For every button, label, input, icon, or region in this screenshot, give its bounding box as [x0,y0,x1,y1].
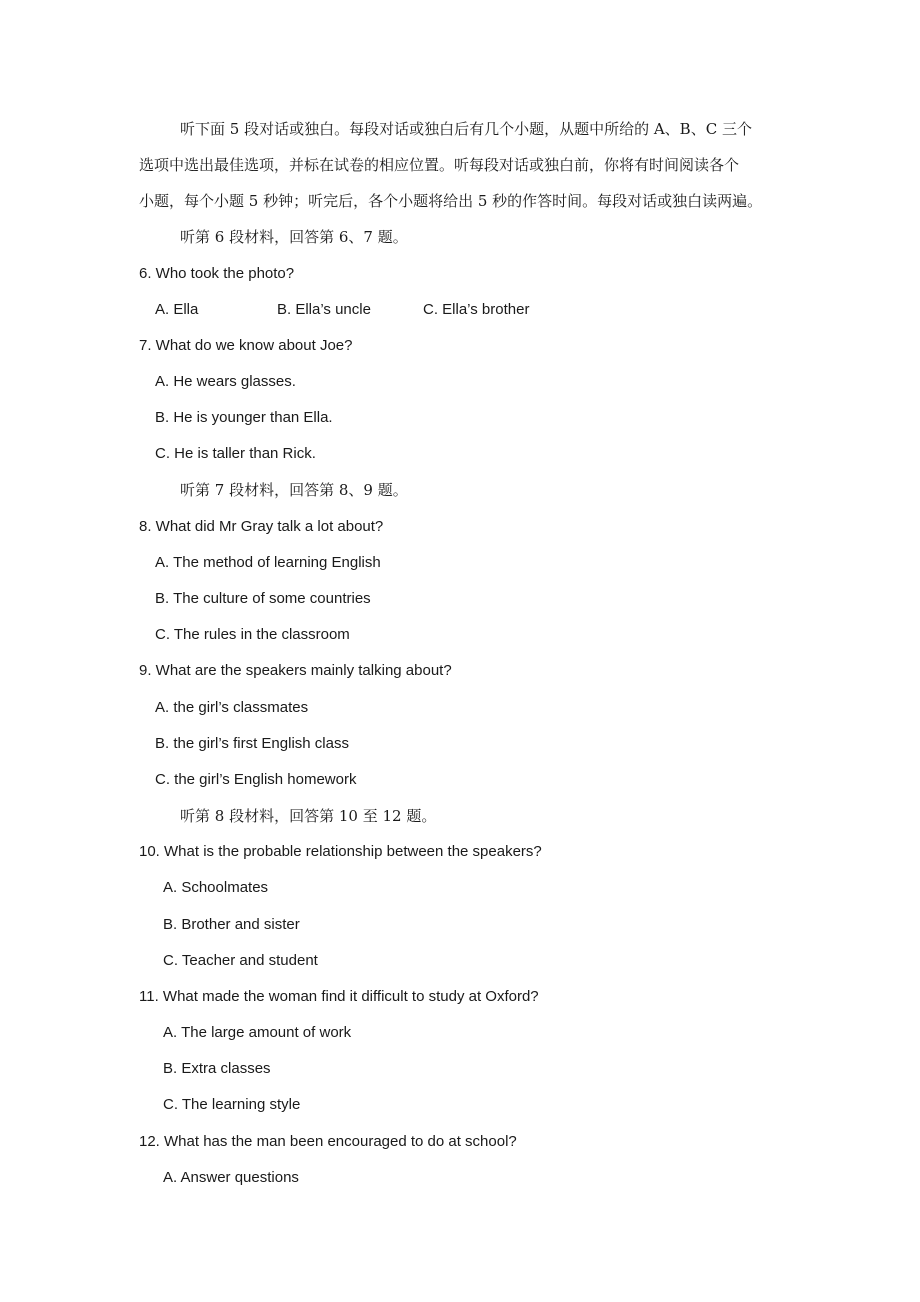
question-9-option-c: C. the girl’s English homework [155,771,357,788]
question-7-option-c: C. He is taller than Rick. [155,445,316,462]
instruction-line-2: 选项中选出最佳选项，并标在试卷的相应位置。听每段对话或独白前，你将有时间阅读各个 [139,156,740,174]
question-9-option-b: B. the girl’s first English class [155,735,349,752]
question-6: 6. Who took the photo? [139,265,295,282]
question-10: 10. What is the probable relationship between the speakers? [139,843,542,860]
section-7-heading: 听第 7 段材料，回答第 8、9 题。 [180,481,408,499]
section-8-heading: 听第 8 段材料，回答第 10 至 12 题。 [180,807,437,825]
question-7: 7. What do we know about Joe? [139,337,353,354]
question-10-option-c: C. Teacher and student [163,952,318,969]
section-6-heading: 听第 6 段材料，回答第 6、7 题。 [180,228,408,246]
question-6-option-a: A. Ella [155,301,199,318]
question-11-option-b: B. Extra classes [163,1060,271,1077]
question-8-option-c: C. The rules in the classroom [155,626,350,643]
instruction-line-3: 小题，每个小题 5 秒钟；听完后，各个小题将给出 5 秒的作答时间。每段对话或独白读两遍。 [139,192,763,210]
question-10-option-a: A. Schoolmates [163,879,269,896]
question-6-option-c: C. Ella’s brother [423,301,530,318]
question-11-option-c: C. The learning style [163,1096,301,1113]
question-8: 8. What did Mr Gray talk a lot about? [139,518,384,535]
instruction-line-1: 听下面 5 段对话或独白。每段对话或独白后有几个小题，从题中所给的 A、B、C 三个 [180,120,752,138]
question-11-option-a: A. The large amount of work [163,1024,352,1041]
question-9: 9. What are the speakers mainly talking about? [139,662,452,679]
question-6-option-b: B. Ella’s uncle [277,301,371,318]
question-7-option-a: A. He wears glasses. [155,373,296,390]
question-7-option-b: B. He is younger than Ella. [155,409,333,426]
question-12-option-a: A. Answer questions [163,1169,299,1186]
question-8-option-b: B. The culture of some countries [155,590,371,607]
question-12: 12. What has the man been encouraged to do at school? [139,1133,517,1150]
question-10-option-b: B. Brother and sister [163,916,300,933]
question-9-option-a: A. the girl’s classmates [155,699,309,716]
question-8-option-a: A. The method of learning English [155,554,381,571]
question-11: 11. What made the woman find it difficult to study at Oxford? [139,988,539,1005]
